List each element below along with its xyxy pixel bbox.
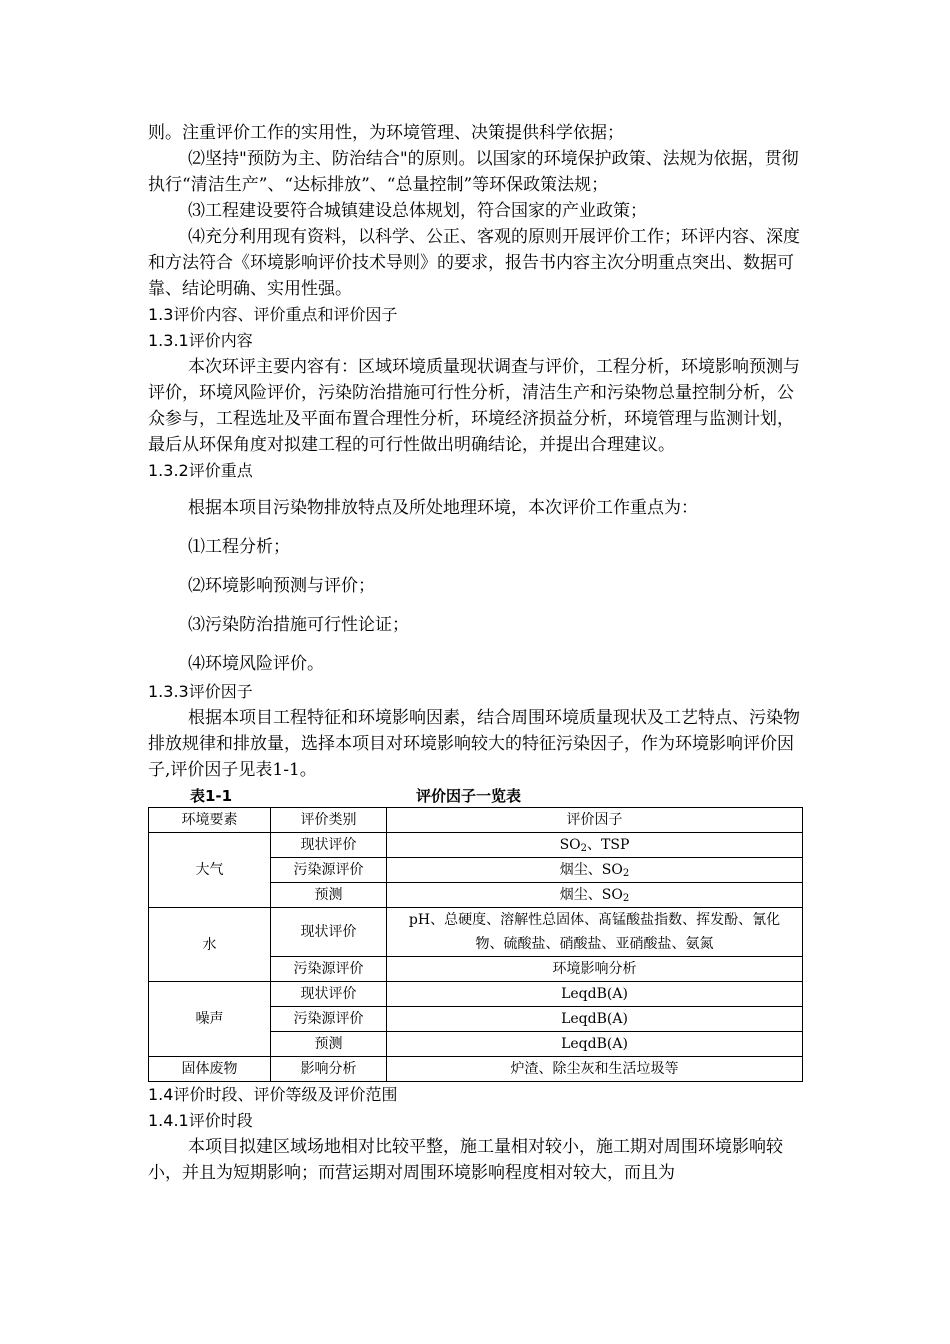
category-cell: 污染源评价 (271, 957, 387, 982)
category-cell: 预测 (271, 1032, 387, 1057)
focus-item: ⑵环境影响预测与评价； (188, 576, 375, 596)
category-cell: 现状评价 (271, 982, 387, 1007)
factor-cell: LeqdB(A) (387, 1032, 803, 1057)
factor-cell: 烟尘、$SO_2$ (387, 883, 803, 908)
category-cell: 现状评价 (271, 833, 387, 858)
factor-cell: pH、总硬度、溶解性总固体、髙锰酸盐指数、挥发酚、氰化物、硫酸盐、硝酸盐、亚硝酸盐、氨氮 (387, 908, 803, 957)
principle-3: ⑶工程建设要符合城镇建设总体规划，符合国家的产业政策； (188, 201, 647, 221)
category-cell: 现状评价 (271, 908, 387, 957)
factor-cell: 烟尘、$SO_2$ (387, 858, 803, 883)
principle-2: ⑵坚持"预防为主、防治结合"的原则。以国家的环境保护政策、法规为依据，贯彻执行“清洁生产”、“达标排放”、“总量控制”等环保政策法规； (148, 149, 799, 195)
category-cell: 污染源评价 (271, 1007, 387, 1032)
element-cell: 固体废物 (149, 1057, 271, 1082)
category-cell: 预测 (271, 883, 387, 908)
focus-intro: 根据本项目污染物排放特点及所处地理环境，本次评价工作重点为： (188, 498, 698, 518)
paragraph: 则。注重评价工作的实用性，为环境管理、决策提供科学依据； (148, 123, 624, 143)
section-heading-1-3: 1.3评价内容、评价重点和评价因子 (148, 305, 398, 324)
factor-cell: 炉渣、除尘灰和生活垃圾等 (387, 1057, 803, 1082)
header-cell: 评价类别 (271, 808, 387, 833)
evaluation-factor-table (148, 807, 803, 1082)
table-row (149, 982, 803, 1007)
table-header-row (149, 808, 803, 833)
focus-item: ⑶污染防治措施可行性论证； (188, 615, 409, 635)
focus-item: ⑷环境风险评价。 (188, 654, 324, 674)
table-row (149, 908, 803, 957)
table-row (149, 833, 803, 858)
factor-cell: 环境影响分析 (387, 957, 803, 982)
factor-text: 根据本项目工程特征和环境影响因素，结合周围环境质量现状及工艺特点、污染物排放规律和排放量，选择本项目对环境影响较大的特征污染因子，作为环境影响评价因子,评价因子见表1-1。 (148, 708, 800, 780)
header-cell: 评价因子 (387, 808, 803, 833)
subsection-heading-1-4-1: 1.4.1评价时段 (148, 1111, 253, 1130)
subsection-heading-1-3-3: 1.3.3评价因子 (148, 682, 253, 701)
factor-cell: LeqdB(A) (387, 982, 803, 1007)
table-title: 评价因子一览表 (416, 787, 522, 805)
subsection-heading-1-3-2: 1.3.2评价重点 (148, 461, 253, 480)
document-page (148, 120, 808, 1186)
focus-item: ⑴工程分析； (188, 537, 290, 557)
table-caption (148, 783, 808, 807)
category-cell: 污染源评价 (271, 858, 387, 883)
section-heading-1-4: 1.4评价时段、评价等级及评价范围 (148, 1085, 398, 1104)
element-cell: 水 (149, 908, 271, 982)
evaluation-content-text: 本次环评主要内容有：区域环境质量现状调查与评价，工程分析，环境影响预测与评价，环境风险评价，污染防治措施可行性分析，清洁生产和污染物总量控制分析，公众参与，工程选址及平面布置合理性分析，环境经济损益分析，环境管理与监测计划，最后从环保角度对拟建工程的可行性做出明确结论，并提出合理建议。 (148, 357, 800, 455)
evaluation-period-text: 本项目拟建区域场地相对比较平整，施工量相对较小，施工期对周围环境影响较小，并且为短期影响；而营运期对周围环境影响程度相对较大，而且为 (148, 1137, 783, 1183)
element-cell: 噪声 (149, 982, 271, 1057)
factor-cell: LeqdB(A) (387, 1007, 803, 1032)
element-cell: 大气 (149, 833, 271, 908)
table-row (149, 1057, 803, 1082)
subsection-heading-1-3-1: 1.3.1评价内容 (148, 331, 253, 350)
table-number: 表1-1 (190, 787, 233, 805)
header-cell: 环境要素 (149, 808, 271, 833)
principle-4: ⑷充分利用现有资料，以科学、公正、客观的原则开展评价工作；环评内容、深度和方法符合《环境影响评价技术导则》的要求，报告书内容主次分明重点突出、数据可靠、结论明确、实用性强。 (148, 227, 800, 299)
category-cell: 影响分析 (271, 1057, 387, 1082)
factor-cell: $SO_2$、TSP (387, 833, 803, 858)
